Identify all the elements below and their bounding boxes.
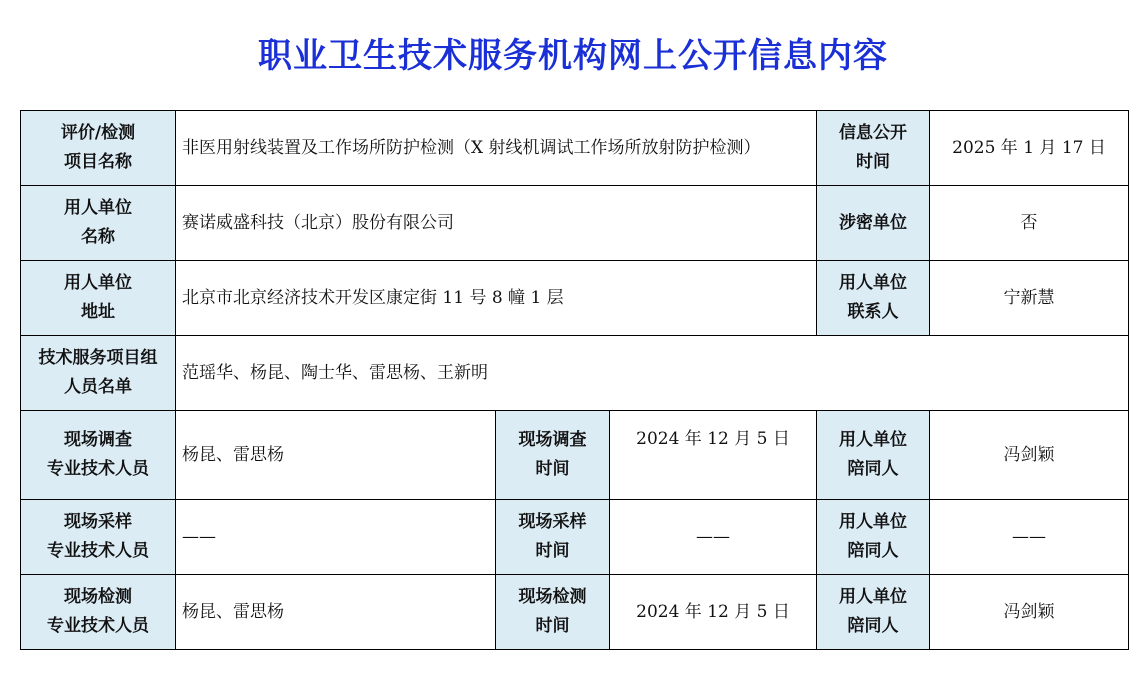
label-line: 用人单位: [64, 273, 132, 293]
classified-unit-label: 涉密单位: [817, 186, 930, 261]
label-line: 时间: [535, 459, 570, 479]
table-row-team: [21, 336, 1129, 411]
label-line: 信息公开: [839, 123, 907, 143]
survey-staff-label: [21, 411, 176, 500]
label-line: 联系人: [847, 302, 899, 322]
sampling-time-label: [496, 500, 610, 575]
project-name-label: [21, 111, 176, 186]
label-line: 技术服务项目组: [38, 348, 158, 368]
employer-contact-label: [817, 261, 930, 336]
label-line: 项目名称: [64, 152, 132, 172]
sampling-time-value: ——: [610, 500, 817, 575]
label-line: 陪同人: [847, 459, 899, 479]
testing-staff-value: 杨昆、雷思杨: [176, 575, 496, 650]
disclosure-time-value: 2025 年 1 月 17 日: [930, 111, 1129, 186]
label-line: 时间: [535, 541, 570, 561]
disclosure-table: [20, 110, 1129, 650]
survey-time-value: 2024 年 12 月 5 日: [610, 411, 817, 500]
sampling-escort-label: [817, 500, 930, 575]
employer-name-value: 赛诺威盛科技（北京）股份有限公司: [176, 186, 817, 261]
label-line: 时间: [856, 152, 890, 172]
label-line: 时间: [535, 616, 570, 636]
employer-address-value: 北京市北京经济技术开发区康定街 11 号 8 幢 1 层: [176, 261, 817, 336]
label-line: 用人单位: [839, 587, 907, 607]
testing-escort-label: [817, 575, 930, 650]
testing-time-value: 2024 年 12 月 5 日: [610, 575, 817, 650]
testing-escort-value: 冯剑颖: [930, 575, 1129, 650]
survey-escort-value: 冯剑颖: [930, 411, 1129, 500]
label-line: 现场检测: [64, 587, 132, 607]
label-line: 现场检测: [518, 587, 587, 607]
table-row-project: [21, 111, 1129, 186]
disclosure-time-label: [817, 111, 930, 186]
label-line: 现场采样: [64, 512, 132, 532]
label-line: 现场采样: [518, 512, 587, 532]
employer-name-label: [21, 186, 176, 261]
employer-contact-value: 宁新慧: [930, 261, 1129, 336]
team-members-value: 范瑶华、杨昆、陶士华、雷思杨、王新明: [176, 336, 1129, 411]
label-line: 用人单位: [839, 430, 907, 450]
label-line: 用人单位: [839, 273, 907, 293]
sampling-escort-value: ——: [930, 500, 1129, 575]
label-line: 现场调查: [518, 430, 587, 450]
label-line: 陪同人: [847, 616, 899, 636]
sampling-staff-label: [21, 500, 176, 575]
label-line: 用人单位: [839, 512, 907, 532]
survey-staff-value: 杨昆、雷思杨: [176, 411, 496, 500]
testing-staff-label: [21, 575, 176, 650]
page-title: 职业卫生技术服务机构网上公开信息内容: [258, 36, 888, 76]
label-line: 评价/检测: [60, 123, 136, 143]
team-members-label: [21, 336, 176, 411]
classified-unit-value: 否: [930, 186, 1129, 261]
label-line: 用人单位: [64, 198, 132, 218]
label-line: 陪同人: [847, 541, 899, 561]
label-line: 地址: [81, 302, 115, 322]
table-row-sampling: [21, 500, 1129, 575]
project-name-value: 非医用射线装置及工作场所防护检测（X 射线机调试工作场所放射防护检测）: [176, 111, 817, 186]
table-row-survey: [21, 411, 1129, 500]
label-line: 专业技术人员: [47, 459, 149, 479]
label-line: 专业技术人员: [47, 541, 149, 561]
employer-address-label: [21, 261, 176, 336]
label-line: 专业技术人员: [47, 616, 149, 636]
table-row-employer: [21, 186, 1129, 261]
testing-time-label: [496, 575, 610, 650]
label-line: 现场调查: [64, 430, 132, 450]
table-row-address: [21, 261, 1129, 336]
survey-escort-label: [817, 411, 930, 500]
label-line: 人员名单: [64, 377, 132, 397]
table-row-testing: [21, 575, 1129, 650]
sampling-staff-value: ——: [176, 500, 496, 575]
survey-time-label: [496, 411, 610, 500]
label-line: 名称: [81, 227, 115, 247]
